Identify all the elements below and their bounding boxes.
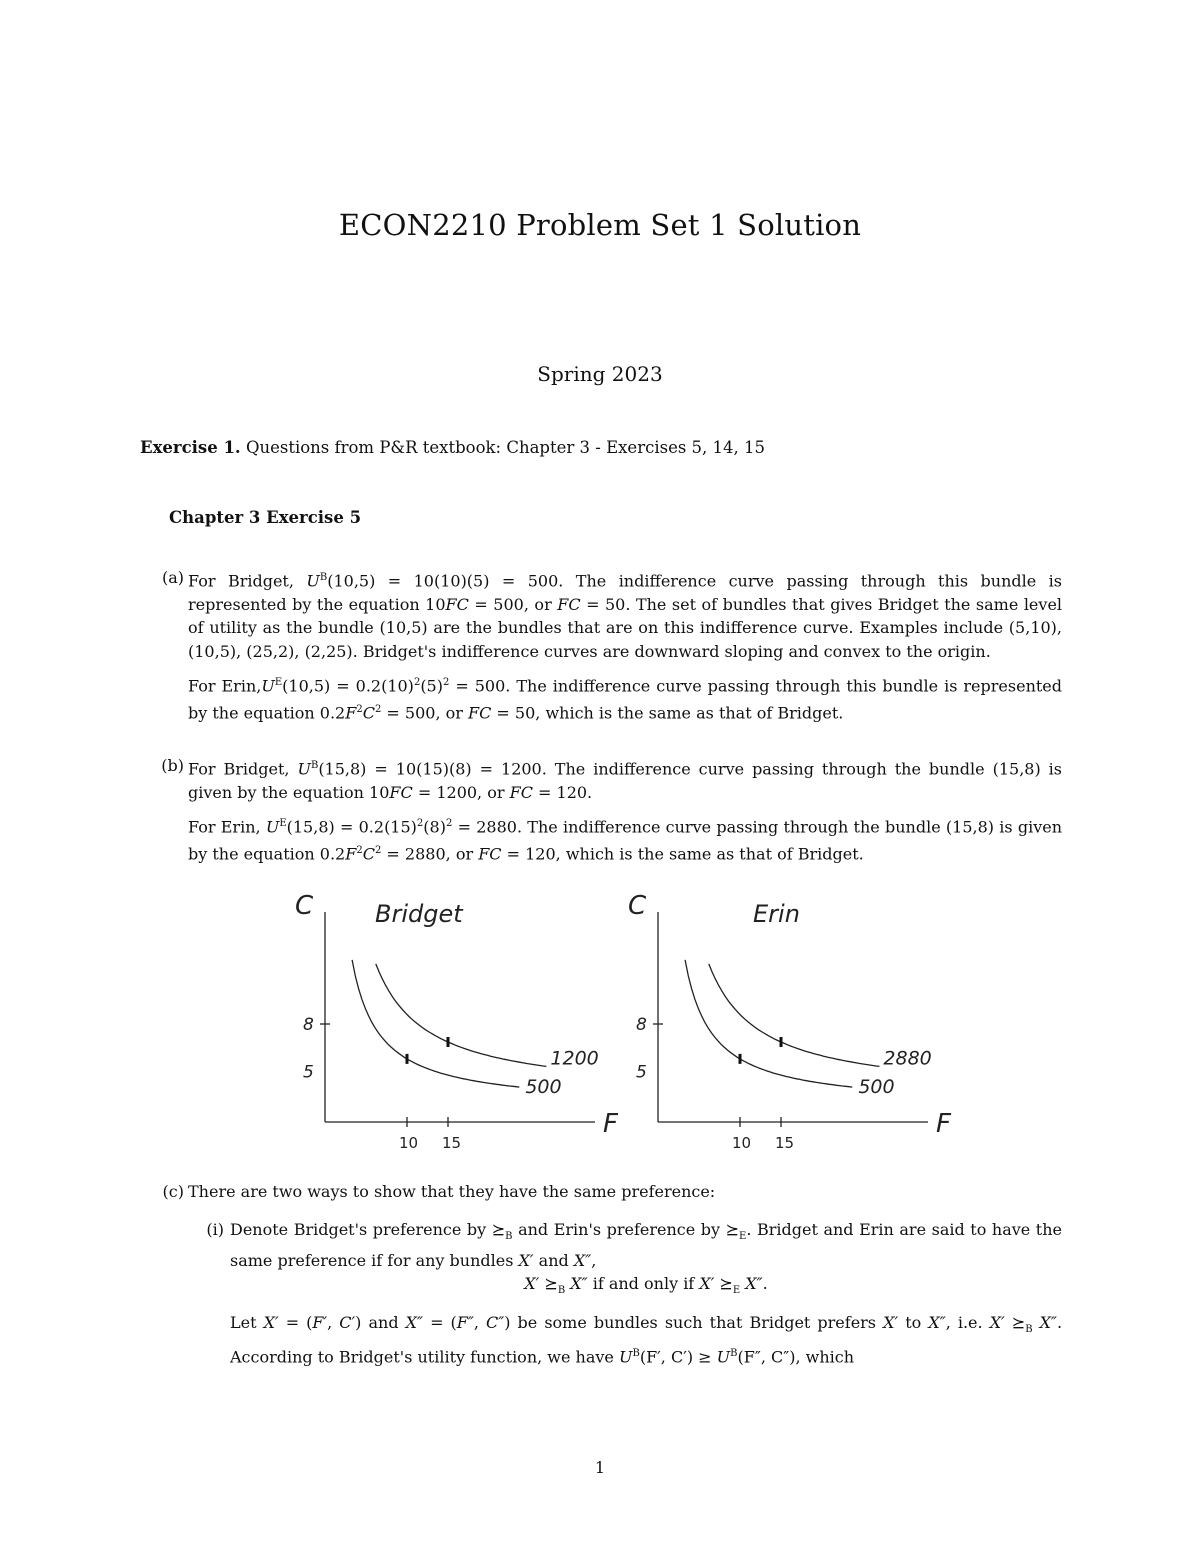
exercise-1-label: Exercise 1. [140, 438, 241, 457]
y-axis-label: C [628, 891, 647, 921]
part-c-i-label: (i) [206, 1220, 224, 1239]
exercise-1-text: Questions from P&R textbook: Chapter 3 - Exercises 5, 14, 15 [245, 438, 766, 457]
y-tick-label-5: 5 [303, 1062, 314, 1083]
x-tick-label-10: 10 [732, 1134, 752, 1152]
curve-label-500: 500 [525, 1076, 562, 1099]
y-axis-label: C [295, 891, 314, 921]
part-c [150, 1180, 1062, 1204]
x-tick-label-10: 10 [399, 1134, 419, 1152]
part-c-i [200, 1218, 1062, 1368]
indifference-curve-500 [685, 960, 852, 1087]
y-tick-label-5: 5 [636, 1062, 647, 1083]
part-a-label: (a) [161, 568, 184, 587]
page-title: ECON2210 Problem Set 1 Solution [338, 208, 862, 242]
page-number: 1 [594, 1458, 606, 1477]
x-tick-label-15: 15 [775, 1134, 795, 1152]
part-c-i-paragraph-2: Let X′ = (F′, C′) and X″ = (F″, C″) be some bundles such that Bridget prefers X′ to X″, i.e. X′ $⪰_B$ X″. According to Bridget's utility function, we have $U^B(F'$, $C') \ge U^B(F''$, C″), which [230, 1312, 1063, 1366]
part-a-body [188, 566, 1062, 725]
part-c-i-display-equation: X′ $⪰_B$ X″ if and only if X′ $⪰_E$ X″. [524, 1274, 768, 1297]
part-a-paragraph-1: For Bridget, $U^B(10,5) = 10(10)(5) = 500$. The indifference curve passing through this bundle is represented by the equation 10FC = 500, or FC = 50. The set of bundles that gives Bridget the same level of utility as the bundle (10,5) are the bundles that are on this indifference curve. Examples include (5,10), (10,5), (25,2), (2,25). Bridget's indifference curves are downward sloping and convex to the origin. [188, 571, 1063, 661]
part-c-i-body [230, 1218, 1062, 1368]
y-tick-label-8: 8 [303, 1015, 314, 1035]
chart-erin [618, 880, 973, 1160]
indifference-curve-1200 [376, 964, 547, 1067]
part-c-i-paragraph-1: Denote Bridget's preference by $⪰_B$ and Erin's preference by $⪰_E$. Bridget and Erin are said to have the same preference if for any bundles X′ and X″, [230, 1220, 1062, 1270]
part-b-label: (b) [161, 756, 184, 775]
part-b-paragraph-2: For Erin, $U^E(15,8) = 0.2(15)^2(8)^2 = 2880$. The indifference curve passing through the bundle (15,8) is given by the equation $0.2F^2C^2 = 2880$, or FC = 120, which is the same as that of Bridget. [188, 817, 1062, 864]
part-b-body [188, 754, 1062, 866]
part-c-text: There are two ways to show that they have the same preference: [188, 1182, 716, 1201]
curve-label-2880: 2880 [883, 1047, 932, 1070]
part-c-label: (c) [162, 1182, 184, 1201]
x-axis-label: F [603, 1109, 618, 1139]
part-b-paragraph-1: For Bridget, $U^B(15,8) = 10(15)(8) = 1200$. The indifference curve passing through the bundle (15,8) is given by the equation 10FC = 1200, or FC = 120. [188, 759, 1063, 802]
chart-title: Erin [753, 900, 800, 928]
indifference-curve-500 [352, 960, 519, 1087]
chart-bridget [285, 880, 640, 1160]
curve-label-1200: 1200 [550, 1047, 599, 1070]
indifference-curve-2880 [709, 964, 880, 1067]
section-heading: Chapter 3 Exercise 5 [169, 508, 362, 527]
part-b [150, 754, 1062, 874]
part-a [150, 566, 1062, 733]
x-tick-label-15: 15 [442, 1134, 462, 1152]
part-a-paragraph-2: For $Erin,U^E(10,5) = 0.2(10)^2(5)^2 = 500$. The indifference curve passing through this bundle is represented by the equation $0.2F^2C^2 = 500$, or FC = 50, which is the same as that of Bridget. [188, 676, 1063, 723]
exercise-1-line [140, 438, 765, 457]
y-tick-label-8: 8 [636, 1015, 647, 1035]
chart-title: Bridget [375, 900, 463, 928]
curve-label-500: 500 [858, 1076, 895, 1099]
x-axis-label: F [936, 1109, 951, 1139]
page-subtitle: Spring 2023 [537, 362, 663, 386]
